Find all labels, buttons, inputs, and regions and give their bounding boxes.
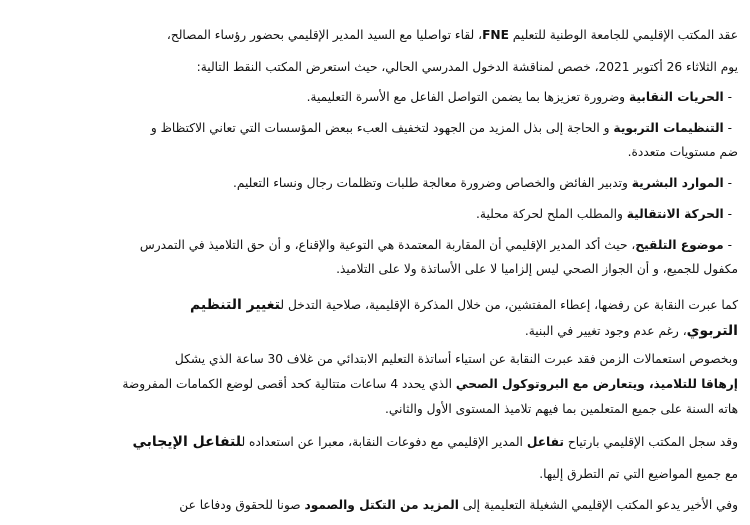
para-text: ، رغم عدم وجود تغيير في البنية. (524, 324, 687, 338)
para-emphasis: تغيير التنظيم (189, 297, 281, 313)
para-emphasis: لتفاعل الإيجابي (132, 434, 242, 450)
item-human-resources (6, 174, 732, 192)
para-timetable-line-2 (12, 375, 738, 393)
bullet-dash: - (727, 176, 732, 190)
item-text: وضرورة تعزيزها بما يضمن التواصل الفاعل مع الأسرة التعليمية. (306, 90, 629, 104)
bullet-dash: - (727, 121, 732, 135)
union-acronym: FNE (482, 28, 509, 42)
intro-line-1 (12, 26, 738, 44)
para-text: وفي الأخير يدعو المكتب الإقليمي الشغيلة التعليمية إلى (458, 498, 738, 512)
para-emphasis: إرهاقا للتلاميذ، ويتعارض مع البروتوكول الصحي (455, 377, 738, 391)
para-text: صونا للحقوق ودفاعا عن (179, 498, 305, 512)
bullet-dash: - (727, 207, 732, 221)
item-freedoms (6, 88, 732, 106)
para-inspectors-line-2 (12, 322, 738, 340)
para-text: المدير الإقليمي مع دفوعات النقابة، معبرا عن استعداده ل (241, 435, 527, 449)
item-vaccination-cont: مكفول للجميع، و أن الجواز الصحي ليس إلزاميا لا على الأساتذة ولا على التلاميذ. (336, 262, 738, 276)
para-interaction-line-2: مع جميع المواضيع التي تم التطرق إليها. (539, 467, 738, 481)
item-title: الحريات النقابية (628, 90, 724, 104)
para-timetable-line-1: وبخصوص استعمالات الزمن فقد عبرت النقابة عن استياء أساتذة التعليم الابتدائي من غلاف 30 ساعة الذي يشكل (174, 352, 738, 366)
item-educational-organization-cont: ضم مستويات متعددة. (627, 145, 738, 159)
intro-line-2: يوم الثلاثاء 26 أكتوبر 2021، خصص لمناقشة الدخول المدرسي الحالي، حيث استعرض المكتب النقط التالية: (196, 60, 738, 74)
para-text: الذي يحدد 4 ساعات متتالية كحد أقصى لوضع الكمامات المفروضة (122, 377, 456, 391)
para-inspectors-line-1 (12, 296, 738, 314)
bullet-dash: - (727, 90, 732, 104)
item-title: موضوع التلقيح (635, 238, 724, 252)
item-text: وتدبير الفائض والخصاص وضرورة معالجة طلبات وتظلمات رجال ونساء التعليم. (232, 176, 632, 190)
item-vaccination (6, 236, 732, 254)
para-timetable-line-3: هاته السنة على جميع المتعلمين بما فيهم تلاميذ المستوى الأول والثاني. (385, 402, 738, 416)
item-text: والمطلب الملح لحركة محلية. (476, 207, 627, 221)
para-text: كما عبرت النقابة عن رفضها، إعطاء المفتشين، من خلال المذكرة الإقليمية، صلاحية التدخل ل (280, 298, 738, 312)
para-text: وقد سجل المكتب الإقليمي بارتياح (563, 435, 738, 449)
item-title: الموارد البشرية (631, 176, 724, 190)
item-educational-organization (6, 119, 732, 137)
item-title: الحركة الانتقالية (626, 207, 724, 221)
para-emphasis: تفاعل (526, 435, 564, 449)
item-text: ، حيث أكد المدير الإقليمي أن المقاربة المعتمدة هي التوعية والإقناع، و أن حق التلاميذ في التمدرس (139, 238, 636, 252)
para-interaction-line-1 (12, 433, 738, 451)
para-closing-line-1 (12, 496, 738, 514)
item-title: التنظيمات التربوية (613, 121, 724, 135)
bullet-dash: - (727, 238, 732, 252)
intro-text: عقد المكتب الإقليمي للجامعة الوطنية للتعليم (512, 28, 738, 42)
item-transfer-movement (6, 205, 732, 223)
para-emphasis: المزيد من التكتل والصمود (304, 498, 459, 512)
item-text: و الحاجة إلى بذل المزيد من الجهود لتخفيف العبء ببعض المؤسسات التي تعاني الاكتظاظ و (150, 121, 614, 135)
intro-text-cont: ، لقاء تواصليا مع السيد المدير الإقليمي بحضور رؤساء المصالح، (166, 28, 483, 42)
para-emphasis: التربوي (686, 323, 738, 339)
